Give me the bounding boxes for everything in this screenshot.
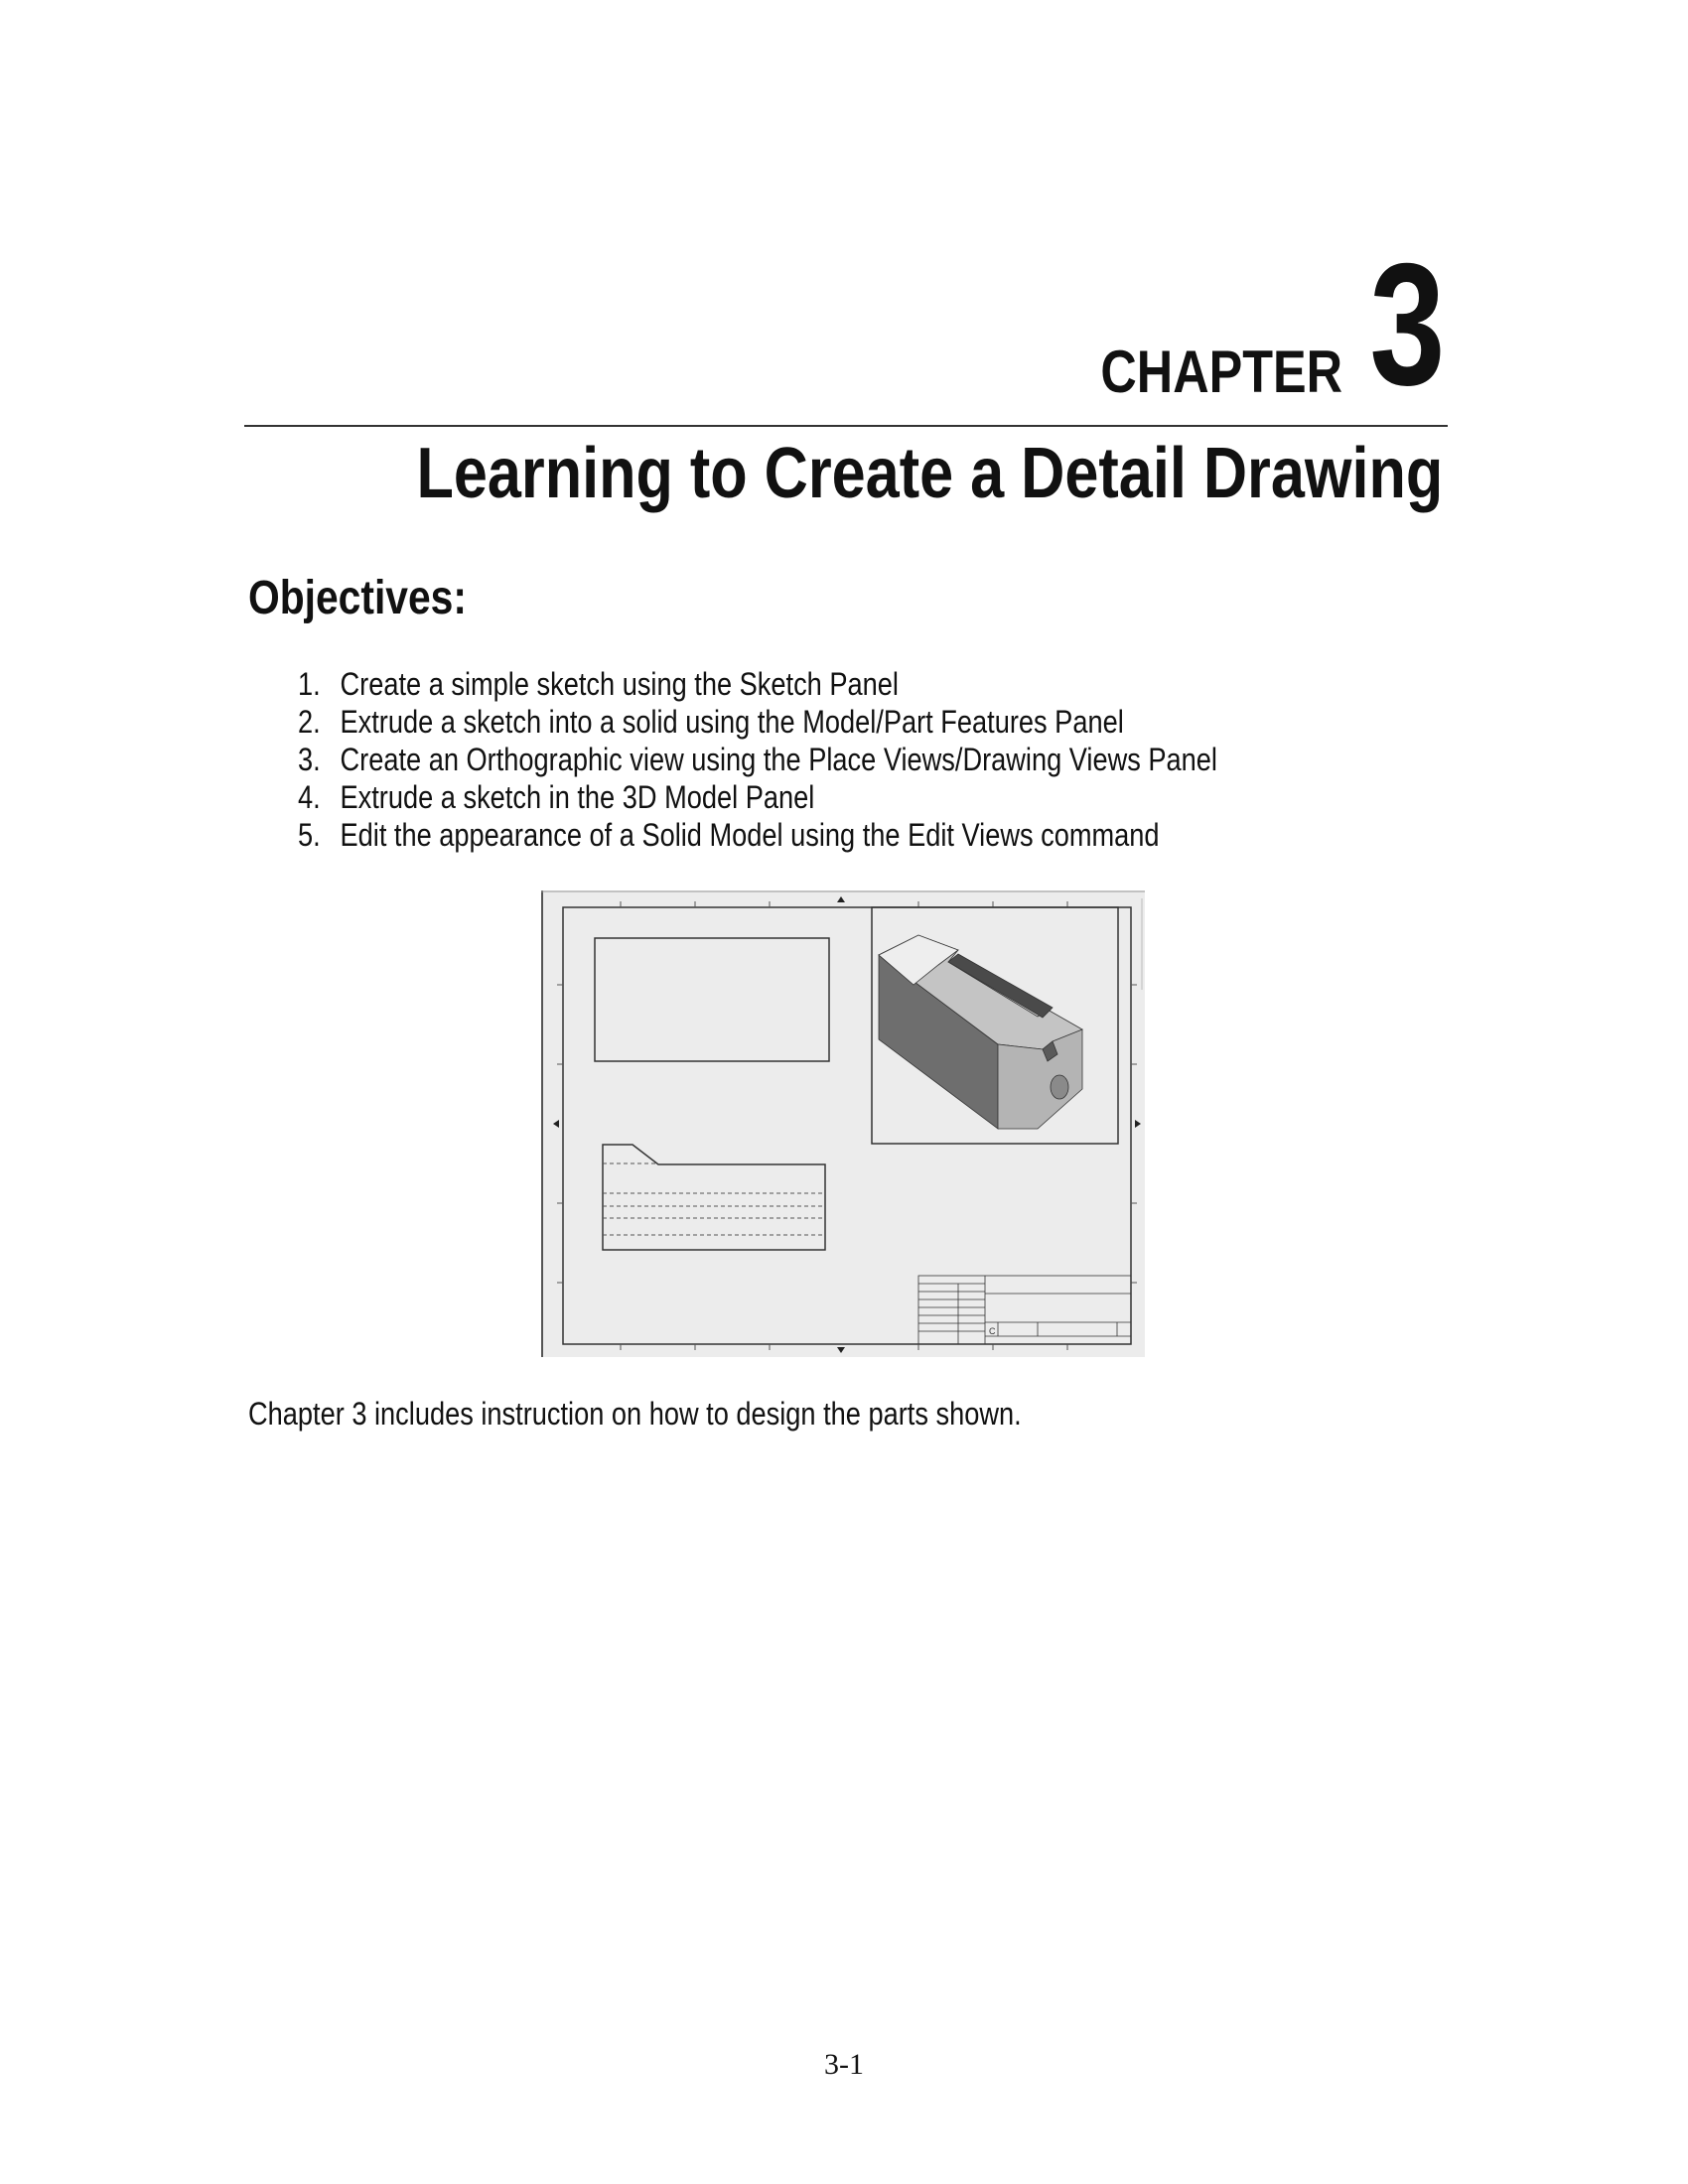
heading-divider bbox=[244, 425, 1448, 427]
chapter-heading bbox=[993, 223, 1445, 422]
objective-number: 1. bbox=[298, 666, 321, 702]
chapter-title: Learning to Create a Detail Drawing bbox=[416, 434, 1443, 513]
figure-caption: Chapter 3 includes instruction on how to design the parts shown. bbox=[248, 1396, 1022, 1432]
solid-hole bbox=[1051, 1075, 1068, 1099]
objective-item bbox=[298, 703, 1217, 741]
chapter-number: 3 bbox=[1369, 228, 1445, 422]
objective-item bbox=[298, 778, 1217, 816]
page-number: 3-1 bbox=[824, 2048, 864, 2081]
objective-text: Extrude a sketch in the 3D Model Panel bbox=[340, 779, 815, 815]
objective-text: Create a simple sketch using the Sketch Panel bbox=[340, 666, 899, 702]
drawing-sheet bbox=[541, 890, 1145, 1357]
chapter-label: CHAPTER bbox=[1100, 339, 1342, 405]
objective-text: Extrude a sketch into a solid using the Model/Part Features Panel bbox=[340, 704, 1124, 740]
objective-item bbox=[298, 816, 1217, 854]
objective-item bbox=[298, 741, 1217, 778]
detail-drawing-figure bbox=[541, 890, 1145, 1357]
objectives-list bbox=[298, 665, 1379, 854]
objectives-heading: Objectives: bbox=[248, 572, 467, 624]
objective-text: Create an Orthographic view using the Place Views/Drawing Views Panel bbox=[340, 742, 1217, 777]
objective-number: 4. bbox=[298, 779, 321, 815]
objective-number: 5. bbox=[298, 817, 321, 853]
title-block-size-letter: C bbox=[989, 1326, 996, 1336]
objective-number: 2. bbox=[298, 704, 321, 740]
objective-text: Edit the appearance of a Solid Model using the Edit Views command bbox=[340, 817, 1160, 853]
objective-number: 3. bbox=[298, 742, 321, 777]
objective-item bbox=[298, 665, 1217, 703]
